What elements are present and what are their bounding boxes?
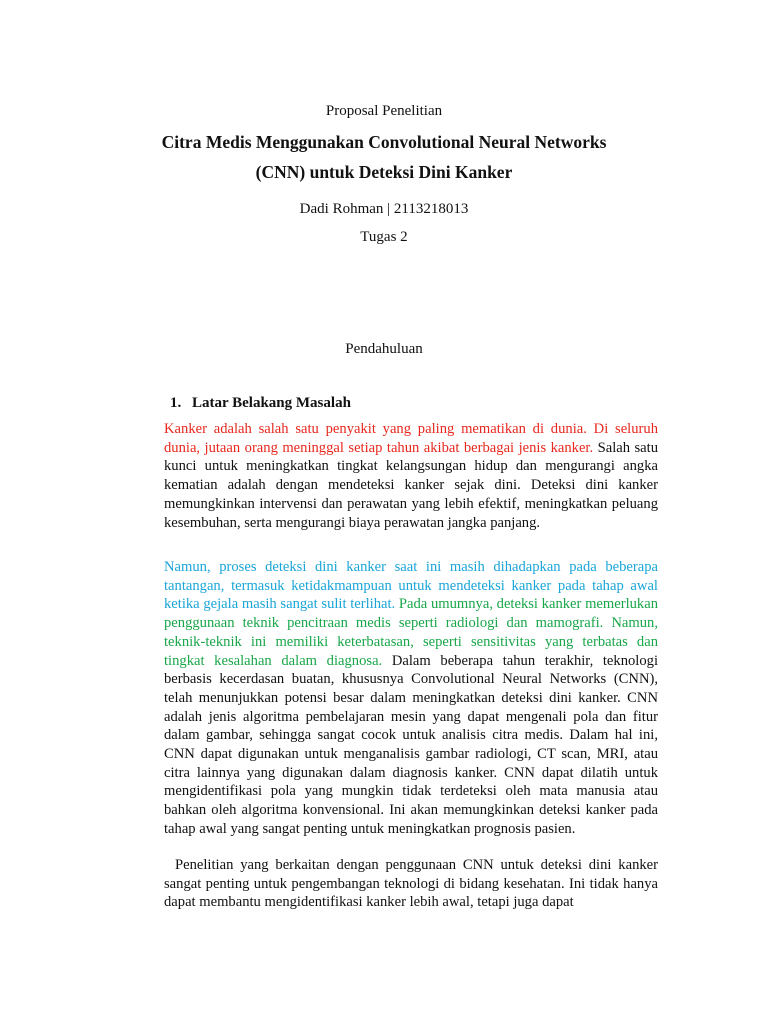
paragraph-2-body: Dalam beberapa tahun terakhir, teknologi berbasis kecerdasan buatan, khususnya Convolutional Neural Networks (CNN), telah menunjukkan potensi besar dalam meningkatkan deteksi dini kanker. CNN adalah jenis algoritma pembelajaran mesin yang dapat mengenali pola dan fitur dalam gambar, sehingga sangat cocok untuk analisis citra medis. Dalam hal ini, CNN dapat digunakan untuk menganalisis gambar radiologi, CT scan, MRI, atau citra lainnya yang digunakan dalam diagnosis kanker. CNN dapat dilatih untuk mengidentifikasi pola yang mungkin tidak terdeteksi oleh mata manusia atau bahkan oleh algoritma konvensional. Ini akan memungkinkan deteksi kanker pada tahap awal yang sangat penting untuk meningkatkan prognosis pasien.: [164, 652, 658, 837]
assignment-label: Tugas 2: [360, 229, 408, 245]
title-line-1: Citra Medis Menggunakan Convolutional Neural Networks: [161, 132, 607, 152]
paragraph-3: [164, 856, 658, 912]
paragraph-2-highlight-green: Pada umumnya, deteksi kanker memerlukan penggunaan teknik pencitraan medis seperti radiologi dan mamografi. Namun, teknik-teknik ini memiliki keterbatasan, seperti sensitivitas yang terbatas dan tingkat kesalahan dalam diagnosa.: [164, 596, 659, 669]
subsection-heading: [170, 393, 351, 413]
paragraph-2: [164, 558, 658, 839]
paragraph-1: [164, 420, 658, 532]
section-title: Pendahuluan: [345, 341, 423, 357]
document-type-label: Proposal Penelitian: [325, 103, 443, 119]
subsection-number: 1.: [170, 395, 182, 411]
author-line: Dadi Rohman | 2113218013: [299, 201, 469, 217]
paragraph-1-body: Salah satu kunci untuk meningkatkan tingkat kelangsungan hidup dan mengurangi angka kematian adalah dengan mendeteksi kanker sejak dini. Deteksi dini kanker memungkinkan intervensi dan perawatan yang lebih efektif, meningkatkan peluang kesembuhan, serta mengurangi biaya perawatan jangka panjang.: [164, 439, 658, 531]
subsection-title: Latar Belakang Masalah: [192, 395, 351, 411]
paragraph-3-body: Penelitian yang berkaitan dengan penggunaan CNN untuk deteksi dini kanker sangat penting untuk pengembangan teknologi di bidang kesehatan. Ini tidak hanya dapat membantu mengidentifikasi kanker lebih awal, tetapi juga dapat: [164, 857, 658, 911]
paragraph-1-highlight-red: Kanker adalah salah satu penyakit yang paling mematikan di dunia. Di seluruh dunia, jutaan orang meninggal setiap tahun akibat berbagai jenis kanker.: [164, 421, 658, 456]
paragraph-2-highlight-cyan: Namun, proses deteksi dini kanker saat ini masih dihadapkan pada beberapa tantangan, termasuk ketidakmampuan untuk mendeteksi kanker pada tahap awal ketika gejala masih sangat sulit terlihat.: [164, 559, 658, 613]
title-line-2: (CNN) untuk Deteksi Dini Kanker: [255, 162, 513, 182]
